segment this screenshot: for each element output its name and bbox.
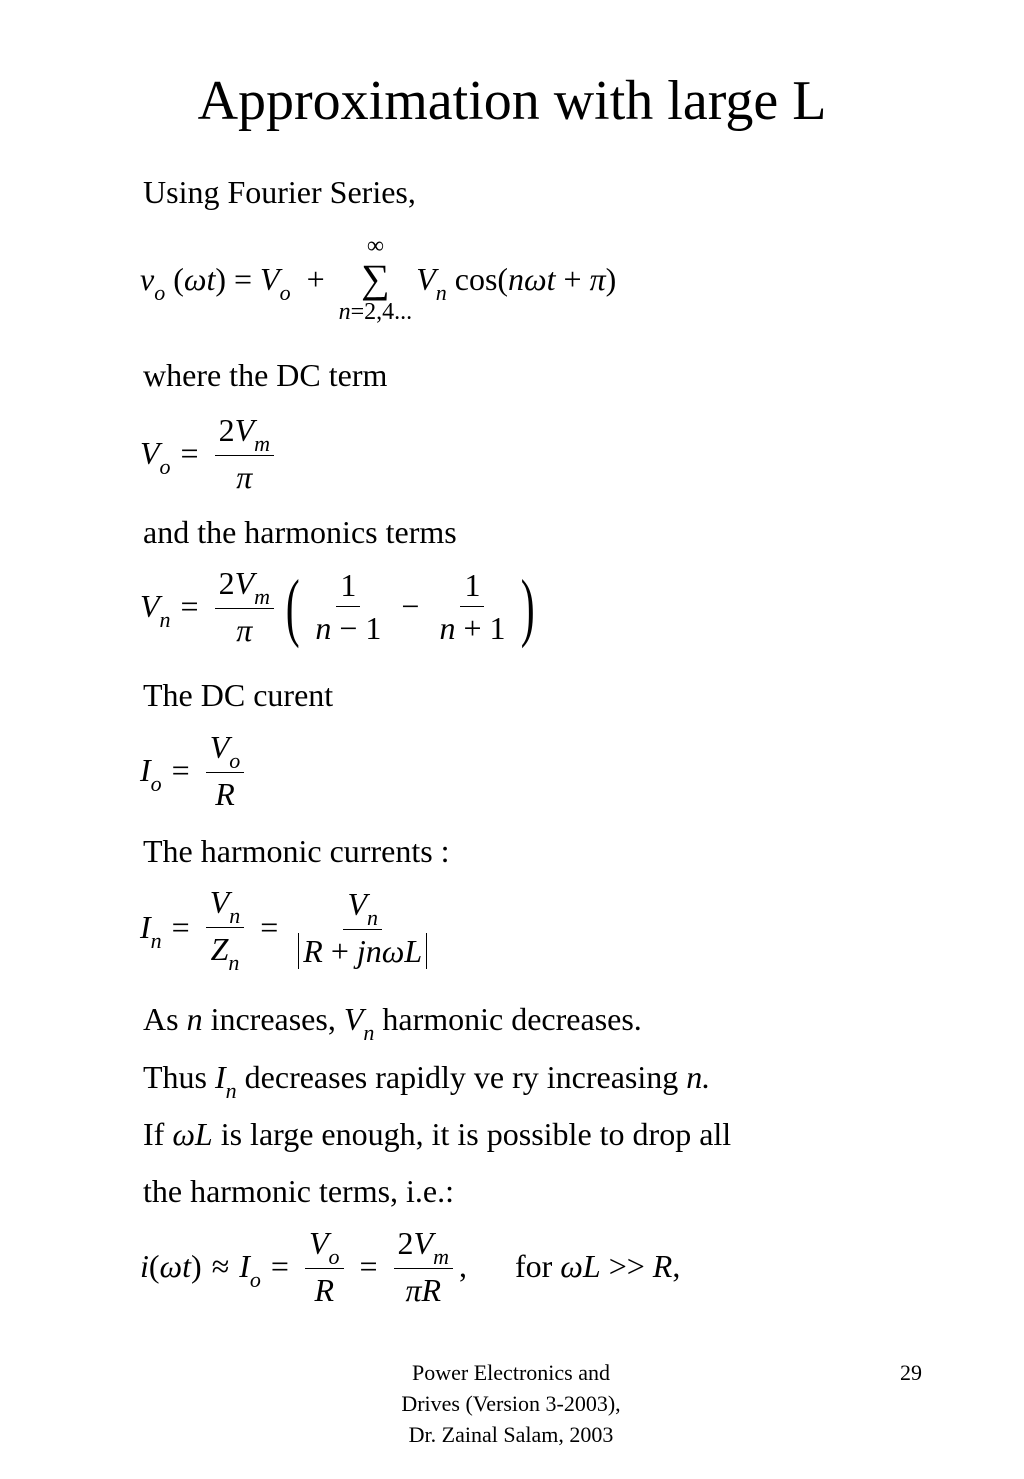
- thus-a: Thus: [143, 1059, 215, 1095]
- thus-text: Thus $I_n$ decreases rapidly ve ry increasing n.: [143, 1059, 711, 1103]
- if-b: ωL: [172, 1116, 213, 1152]
- as-n-c: increases,: [202, 1001, 344, 1037]
- slide-title: Approximation with large L: [197, 70, 827, 132]
- as-n-a: As: [143, 1001, 187, 1037]
- if-text: [143, 1114, 731, 1154]
- dc-current-text: The DC curent: [143, 677, 334, 713]
- harmonic-terms-text: and the harmonics terms: [143, 514, 457, 550]
- fourier-series-equation: $v_o$ $(\omega t) = V_o$ + ∞ ∑ n=2,4... $V_n$ cos(nωt + π): [140, 233, 617, 325]
- summation-symbol: ∞ ∑ n=2,4...: [338, 233, 413, 325]
- dc-voltage-equation: $V_o$ = $\frac{2V_m}{\pi}$: [140, 413, 280, 494]
- harmonic-currents-text: The harmonic currents :: [143, 833, 450, 869]
- as-n-increases-text: As n increases, $V_n$ harmonic decreases.: [143, 1001, 642, 1045]
- thus-c: n.: [686, 1059, 711, 1095]
- harmonic-current-equation: $I_n$ = $\frac{V_n}{Z_n}$ = $\frac{V_n}{\text{R + jnωL}}$: [140, 885, 437, 970]
- footer-line-2: Drives (Version 3-2003),: [401, 1391, 621, 1416]
- dc-term-text: where the DC term: [143, 357, 388, 393]
- if-a: If: [143, 1116, 173, 1152]
- as-n-b: n: [186, 1001, 203, 1037]
- as-n-d: harmonic decreases.: [374, 1001, 642, 1037]
- page-number: 29: [900, 1360, 922, 1385]
- dc-current-equation: $I_o$ = $\frac{V_o}{R}$: [140, 730, 250, 811]
- footer-line-1: Power Electronics and: [412, 1360, 610, 1385]
- footer: [331, 1357, 691, 1450]
- footer-line-3: Dr. Zainal Salam, 2003: [408, 1422, 614, 1447]
- ie-text: the harmonic terms, i.e.:: [143, 1173, 455, 1209]
- approximation-equation: i(ωt) ≈ $I_o$ = $\frac{V_o}{R}$ = $\frac{2V_m}{\pi R}$ , for ωL >> R,: [140, 1225, 681, 1308]
- thus-b: decreases rapidly ve ry increasing: [236, 1059, 687, 1095]
- harmonic-voltage-equation: $V_n$ = $\frac{2V_m}{\pi}$ ( $\frac{1}{n - 1}$ − $\frac{1}{n + 1}$ ): [140, 564, 536, 649]
- intro-text: Using Fourier Series,: [143, 174, 416, 210]
- if-c: is large enough, it is possible to drop all: [212, 1116, 732, 1152]
